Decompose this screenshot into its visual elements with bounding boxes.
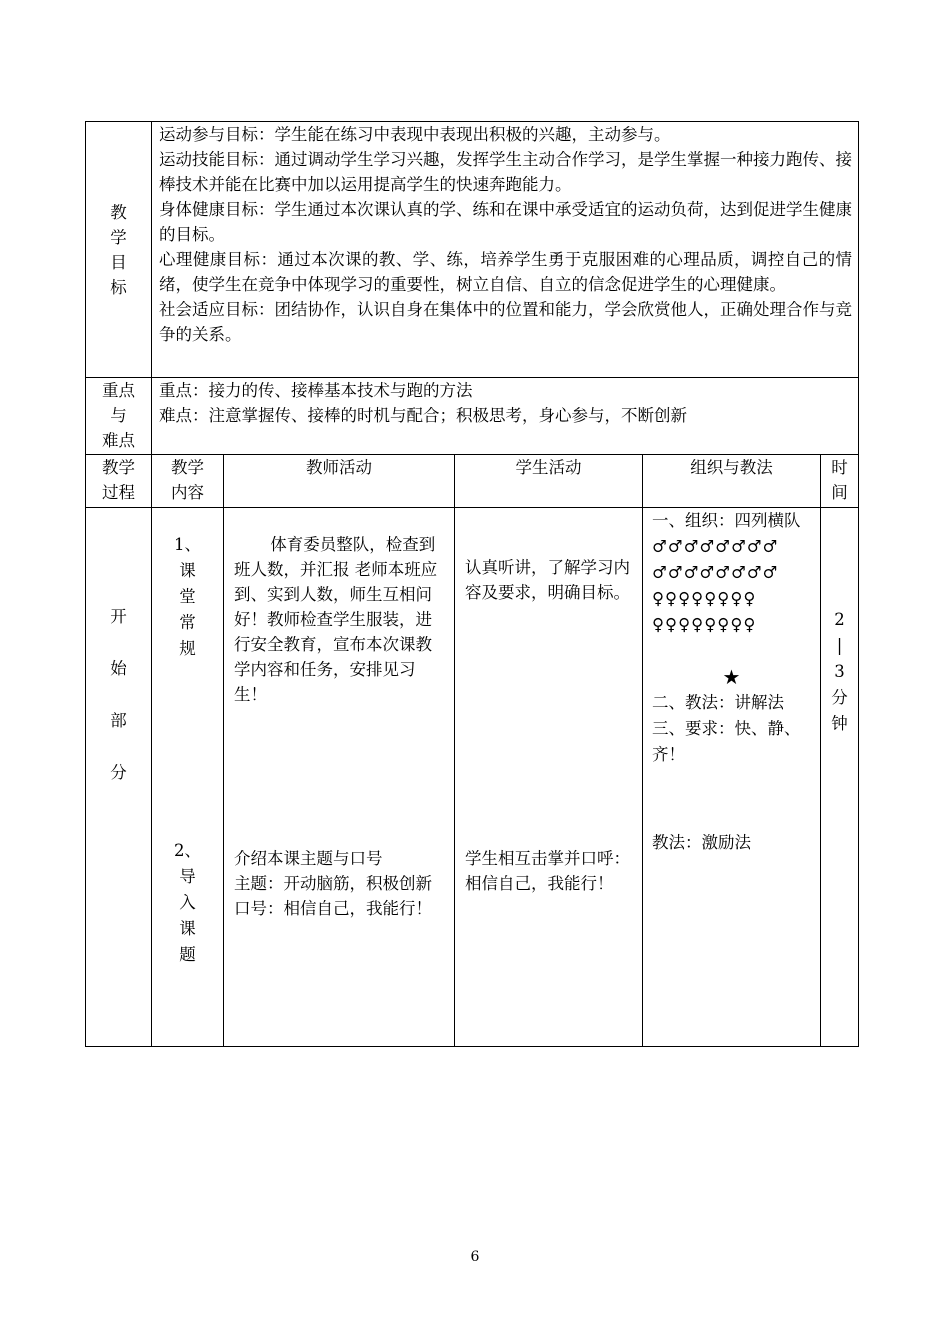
lesson-plan-table bbox=[85, 121, 859, 1047]
objective-mental: 心理健康目标：通过本次课的教、学、练，培养学生勇于克服困难的心理品质，调控自己的情绪，使学生在竞争中体现学习的重要性，树立自信、自立的信念促进学生的心理健康。 bbox=[159, 250, 852, 294]
org-requirement: 三、要求：快、静、齐！ bbox=[652, 719, 801, 764]
objective-health: 身体健康目标：学生通过本次课认真的学、练和在课中承受适宜的运动负荷，达到促进学生健康的目标。 bbox=[159, 200, 852, 244]
formation-row-male: ♂♂♂♂♂♂♂♂ bbox=[652, 537, 779, 556]
header-student: 学生活动 bbox=[455, 455, 643, 508]
org-title: 一、组织：四列横队 bbox=[652, 511, 801, 530]
teacher-activities bbox=[224, 508, 455, 1047]
objective-social: 社会适应目标：团结协作，认识自身在集体中的位置和能力，学会欣赏他人，正确处理合作与竞争的关系。 bbox=[159, 300, 852, 344]
header-content: 教学 内容 bbox=[152, 455, 224, 508]
key-point: 重点：接力的传、接棒基本技术与跑的方法 bbox=[159, 381, 473, 400]
section-contents bbox=[152, 508, 224, 1047]
student-activities bbox=[455, 508, 643, 1047]
objectives-row bbox=[86, 122, 859, 378]
header-process: 教学 过程 bbox=[86, 455, 152, 508]
keypoints-row bbox=[86, 378, 859, 455]
section-label: 开 始 部 分 bbox=[86, 508, 152, 1047]
formation-diagram bbox=[643, 534, 820, 638]
item1-student: 认真听讲，了解学习内容及要求，明确目标。 bbox=[465, 558, 630, 602]
objectives-label: 教 学 目 标 bbox=[86, 122, 152, 378]
keypoints-label: 重点 与 难点 bbox=[86, 378, 152, 455]
header-time: 时 间 bbox=[821, 455, 859, 508]
header-row bbox=[86, 455, 859, 508]
objective-participation: 运动参与目标：学生能在练习中表现中表现出积极的兴趣，主动参与。 bbox=[159, 125, 671, 144]
time-cell: 2 | 3 分 钟 bbox=[821, 508, 859, 1047]
item2-content: 2、 导 入 课 题 bbox=[174, 841, 201, 964]
item1-content: 1、 课 堂 常 规 bbox=[174, 535, 201, 658]
item2-teacher: 介绍本课主题与口号 主题：开动脑筋，积极创新 口号：相信自己，我能行！ bbox=[234, 849, 432, 918]
page-number: 6 bbox=[470, 1249, 480, 1265]
header-org: 组织与教法 bbox=[643, 455, 821, 508]
opening-section-row bbox=[86, 508, 859, 1047]
objective-skill: 运动技能目标：通过调动学生学习兴趣，发挥学生主动合作学习，是学生掌握一种接力跑传、接棒技术并能在比赛中加以运用提高学生的快速奔跑能力。 bbox=[159, 150, 852, 194]
header-teacher: 教师活动 bbox=[224, 455, 455, 508]
organization-method bbox=[643, 508, 821, 1047]
difficult-point: 难点：注意掌握传、接棒的时机与配合；积极思考，身心参与，不断创新 bbox=[159, 406, 687, 425]
item1-teacher: 体育委员整队，检查到班人数，并汇报 老师本班应到、实到人数，师生互相问好！教师检查学生服装，进行安全教育，宣布本次课教学内容和任务，安排见习生！ bbox=[234, 535, 438, 704]
item2-method: 教法：激励法 bbox=[652, 833, 751, 852]
teacher-star-icon: ★ bbox=[722, 665, 741, 689]
formation-row-female: ♀♀♀♀♀♀♀♀ bbox=[652, 615, 757, 634]
keypoints-content bbox=[152, 378, 859, 455]
objectives-content bbox=[152, 122, 859, 378]
formation-row-male: ♂♂♂♂♂♂♂♂ bbox=[652, 563, 779, 582]
item2-student: 学生相互击掌并口呼：相信自己，我能行！ bbox=[465, 849, 630, 893]
org-method: 二、教法：讲解法 bbox=[652, 693, 784, 712]
formation-row-female: ♀♀♀♀♀♀♀♀ bbox=[652, 589, 757, 608]
